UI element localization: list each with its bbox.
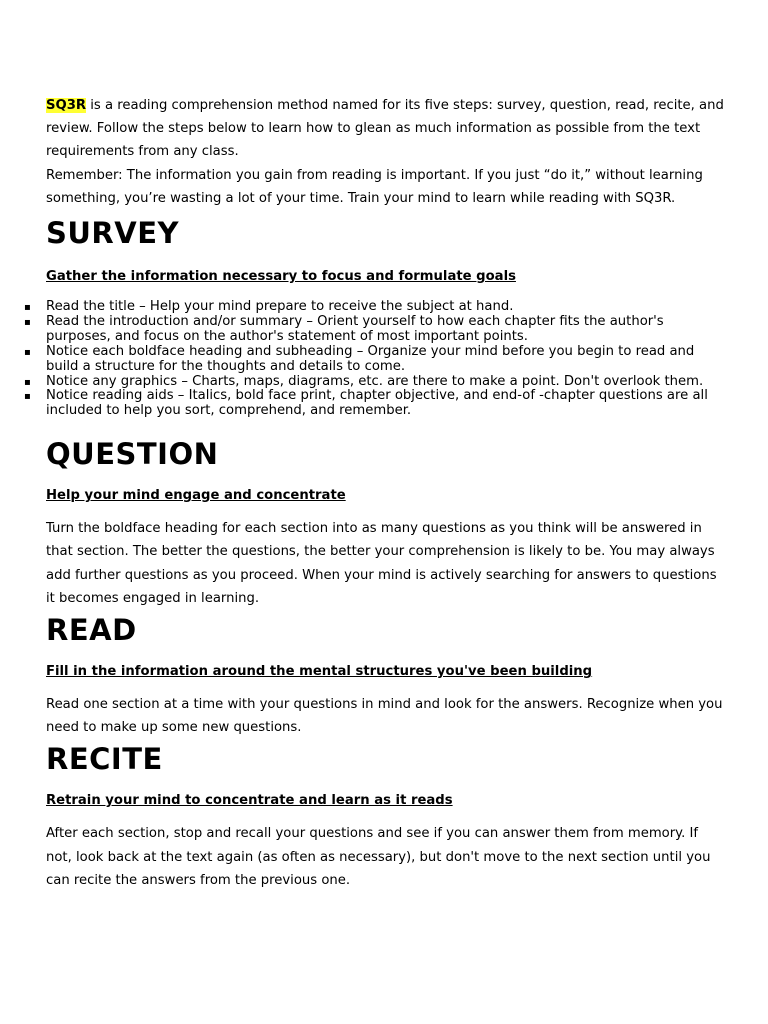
survey-heading: SURVEY [46, 216, 180, 251]
bullet-icon: ▪ [24, 316, 31, 328]
document-page [24, 94, 724, 892]
survey-list-item [24, 313, 724, 345]
read-body: Read one section at a time with your questions in mind and look for the answers. Recognize when you need to make up some new questions. [46, 697, 723, 736]
survey-item-text: Read the introduction and/or summary – Orient yourself to how each chapter fits the author's purposes, and focus on the author's statement of most important points. [46, 313, 664, 344]
bullet-icon: ▪ [24, 376, 31, 388]
survey-item-text: Notice any graphics – Charts, maps, diagrams, etc. are there to make a point. Don't overlook them. [46, 373, 704, 389]
sq3r-highlight: SQ3R [46, 98, 87, 113]
bullet-icon: ▪ [24, 302, 31, 314]
survey-item-text: Notice reading aids – Italics, bold face print, chapter objective, and end-of -chapter questions are all included to help you sort, comprehend, and remember. [46, 388, 708, 419]
survey-list-item [24, 388, 724, 419]
survey-list [24, 299, 724, 419]
survey-list-item [24, 373, 724, 390]
question-heading: QUESTION [46, 437, 219, 472]
bullet-icon: ▪ [24, 346, 31, 358]
survey-item-text: Read the title – Help your mind prepare to receive the subject at hand. [46, 299, 514, 315]
reminder-paragraph: Remember: The information you gain from reading is important. If you just “do it,” without learning something, you’re wasting a lot of your time. Train your mind to learn while reading with SQ3R. [46, 167, 703, 206]
survey-item-text: Notice each boldface heading and subheading – Organize your mind before you begin to read and build a structure for the thoughts and details to come. [46, 343, 695, 374]
recite-subheading: Retrain your mind to concentrate and learn as it reads [46, 793, 453, 809]
question-subheading: Help your mind engage and concentrate [46, 488, 346, 504]
survey-subheading: Gather the information necessary to focus and formulate goals [46, 269, 516, 285]
question-body: Turn the boldface heading for each section into as many questions as you think will be answered in that section. The better the questions, the better your comprehension is likely to be. You may always add further questions as you proceed. When your mind is actively searching for answers to questions it becomes engaged in learning. [46, 521, 717, 606]
intro-paragraph-text: is a reading comprehension method named for its five steps: survey, question, read, recite, and review. Follow the steps below to learn how to glean as much information as possible from the text requirements from any class. [46, 98, 724, 160]
read-subheading: Fill in the information around the mental structures you've been building [46, 664, 593, 680]
read-heading: READ [46, 613, 137, 648]
survey-list-item [24, 299, 724, 315]
recite-heading: RECITE [46, 742, 163, 777]
recite-body: After each section, stop and recall your questions and see if you can answer them from memory. If not, look back at the text again (as often as necessary), but don't move to the next section until you can recite the answers from the previous one. [46, 826, 711, 888]
intro-paragraph [46, 94, 724, 164]
survey-list-item [24, 343, 724, 375]
bullet-icon: ▪ [24, 391, 31, 403]
